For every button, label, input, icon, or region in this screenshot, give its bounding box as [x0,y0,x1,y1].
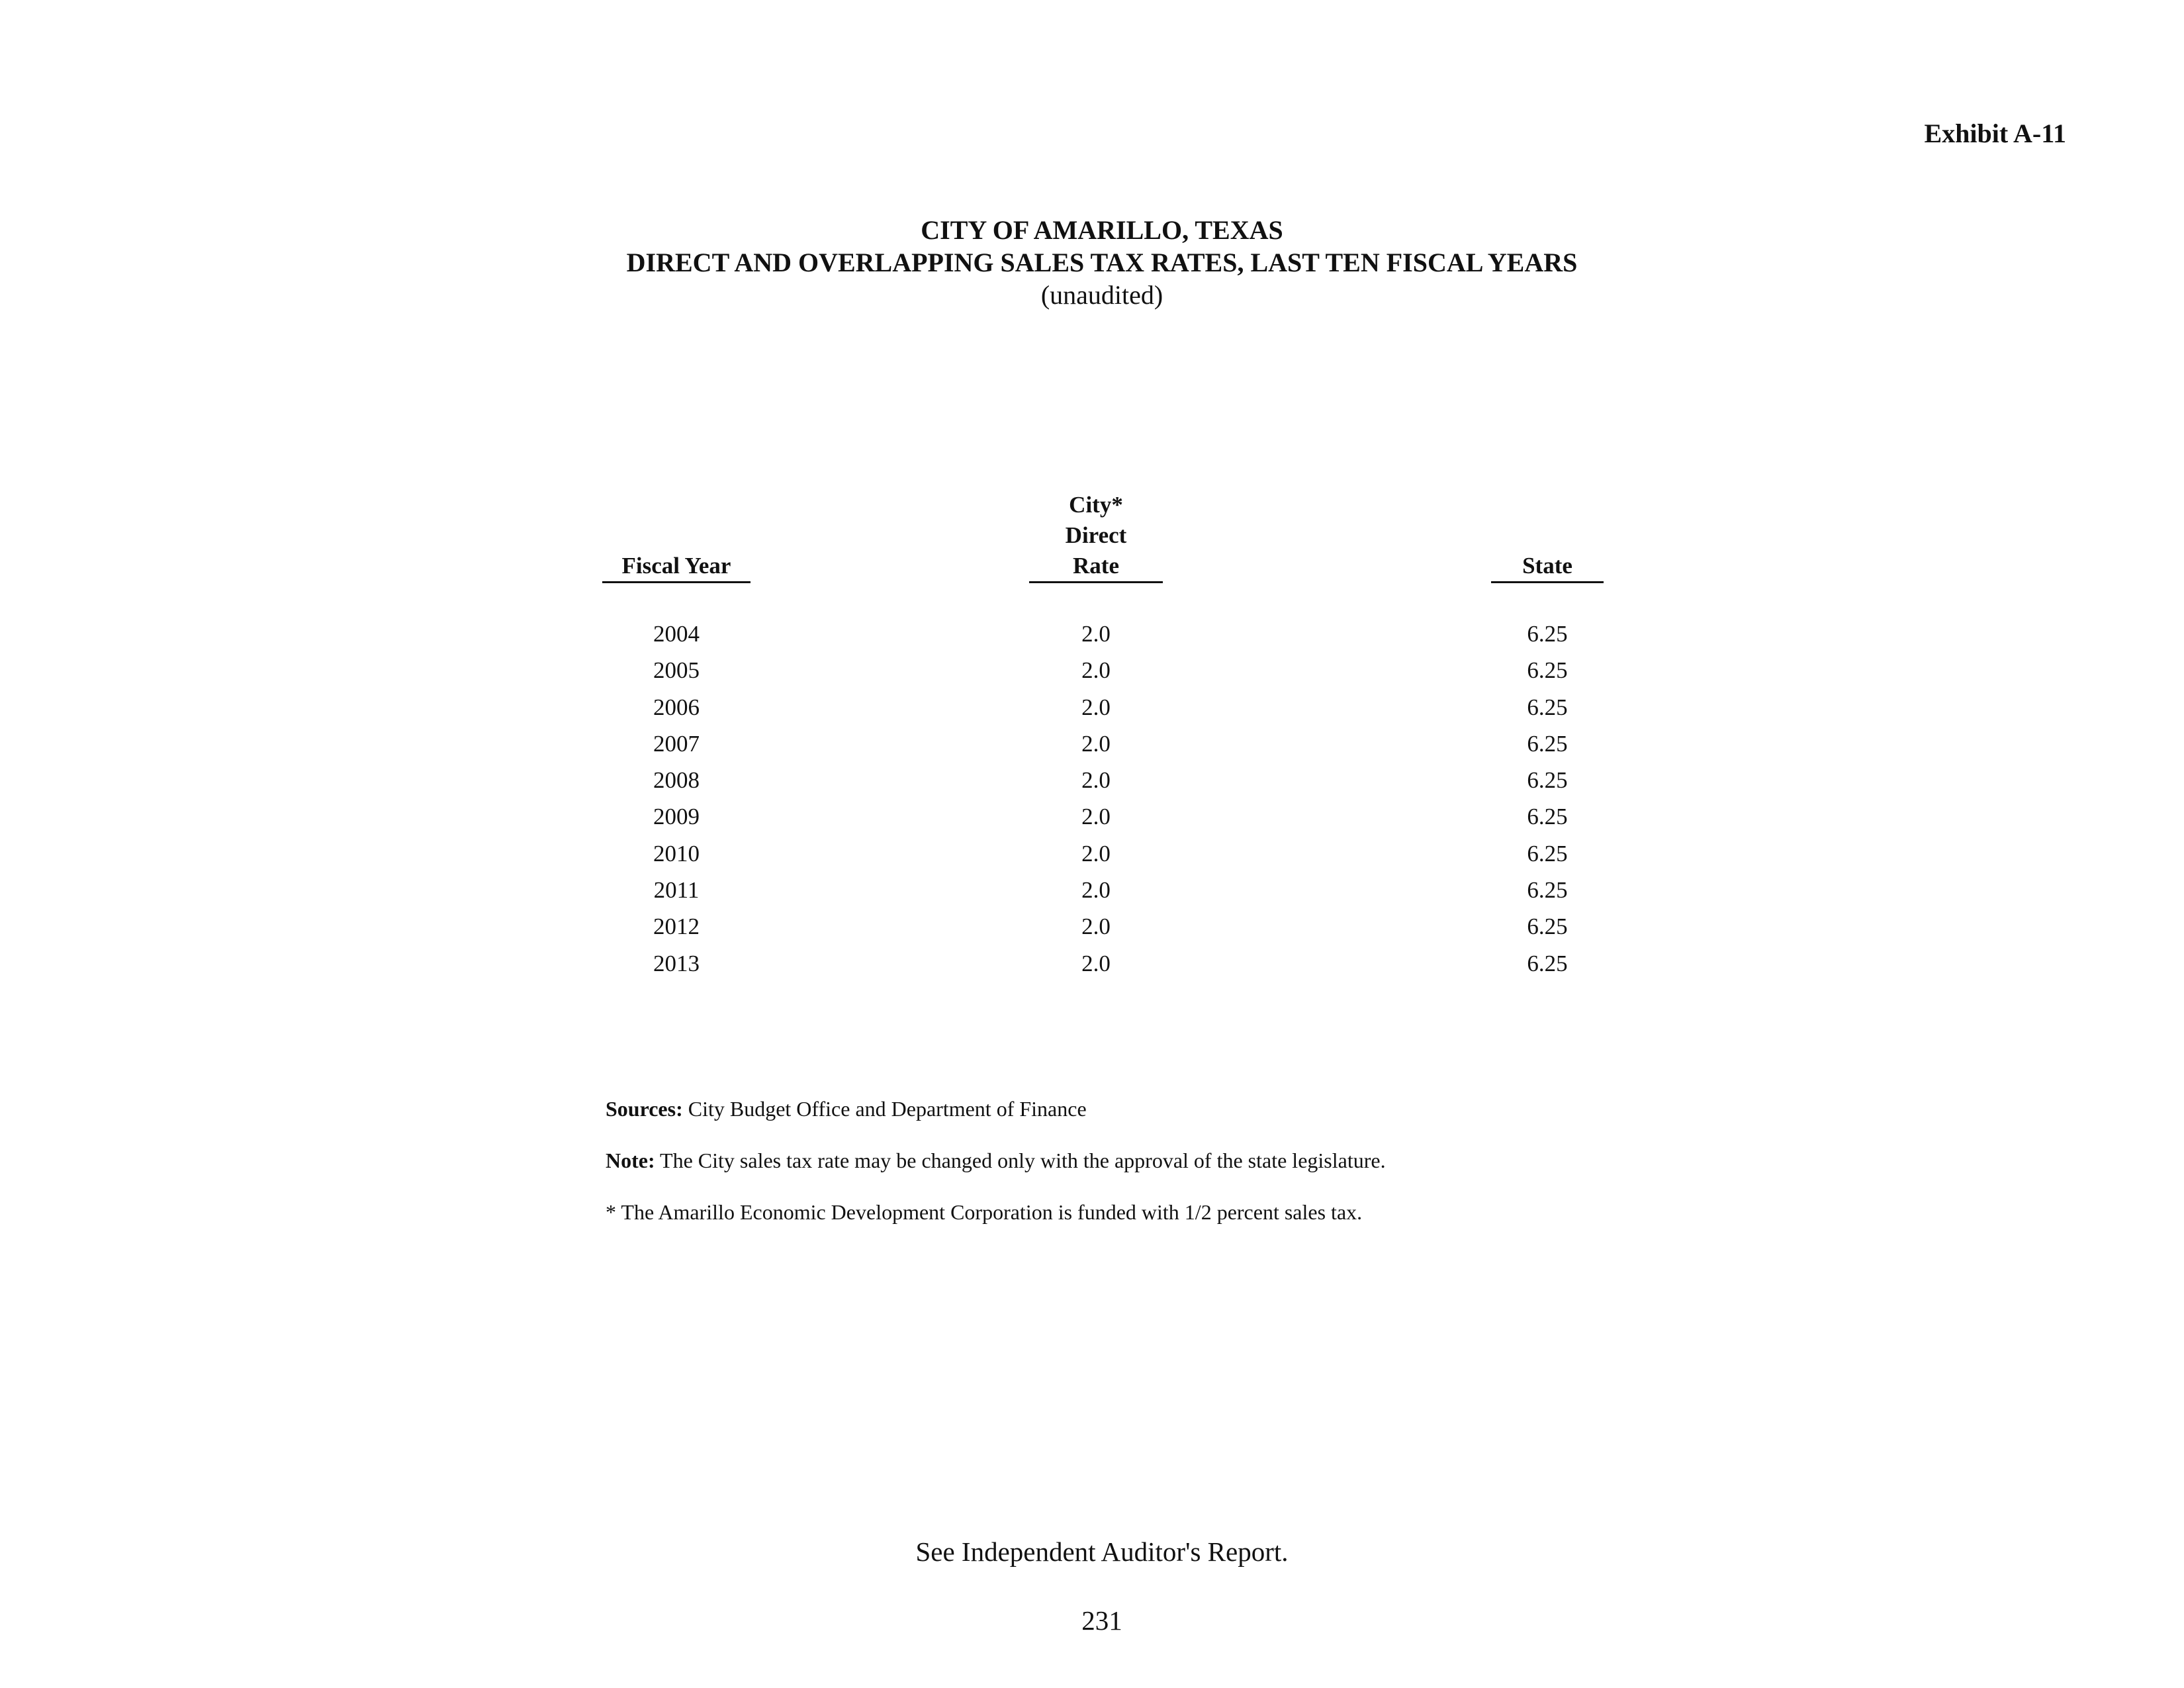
table-row [0,951,2184,987]
fiscal-year-cell: 2010 [653,840,700,867]
city-rate-cell: 2.0 [1081,694,1111,720]
exhibit-label: Exhibit A-11 [1924,118,2066,148]
sources-text: City Budget Office and Department of Finance [688,1097,1087,1121]
city-rate-cell: 2.0 [1081,877,1111,904]
heading-title: DIRECT AND OVERLAPPING SALES TAX RATES, LAST TEN FISCAL YEARS [626,248,1578,277]
fiscal-year-cell: 2013 [653,950,700,976]
state-rate-cell: 6.25 [1527,804,1568,830]
fiscal-year-cell: 2005 [653,657,700,684]
city-rate-cell: 2.0 [1081,840,1111,867]
table-row [0,841,2184,877]
table-row [0,804,2184,840]
fiscal-year-cell: 2009 [653,804,700,830]
state-rate-cell: 6.25 [1527,730,1568,757]
notes-section [606,1097,1386,1252]
table-row [0,731,2184,767]
sources-note [606,1097,1386,1149]
page-number: 231 [1081,1605,1122,1636]
city-header-line3: Rate [1029,551,1163,583]
table-row [0,877,2184,914]
column-header-fiscal-year [602,551,751,583]
column-header-city-direct-rate [1029,490,1163,583]
table-row [0,767,2184,804]
fiscal-year-cell: 2011 [653,877,700,904]
table-row [0,657,2184,694]
fiscal-year-cell: 2008 [653,767,700,794]
footnote: * The Amarillo Economic Development Corporation is funded with 1/2 percent sales tax. [606,1200,1363,1224]
heading-city: CITY OF AMARILLO, TEXAS [921,215,1283,245]
state-rate-cell: 6.25 [1527,877,1568,904]
state-rate-cell: 6.25 [1527,621,1568,647]
fiscal-year-cell: 2012 [653,914,700,940]
city-rate-cell: 2.0 [1081,730,1111,757]
city-rate-cell: 2.0 [1081,914,1111,940]
city-header-line2: Direct [1065,522,1127,548]
tax-rate-table-body [0,621,2184,987]
state-rate-cell: 6.25 [1527,950,1568,976]
table-row [0,621,2184,657]
city-header-line1: City* [1069,492,1123,518]
state-rate-cell: 6.25 [1527,767,1568,794]
table-row [0,914,2184,950]
note-label: Note: [606,1149,655,1172]
fiscal-year-cell: 2007 [653,730,700,757]
city-rate-cell: 2.0 [1081,950,1111,976]
state-rate-cell: 6.25 [1527,914,1568,940]
city-rate-cell: 2.0 [1081,621,1111,647]
sources-label: Sources: [606,1097,683,1121]
state-rate-cell: 6.25 [1527,657,1568,684]
state-rate-cell: 6.25 [1527,840,1568,867]
city-rate-cell: 2.0 [1081,657,1111,684]
report-heading [0,214,2184,311]
city-rate-cell: 2.0 [1081,767,1111,794]
heading-unaudited: (unaudited) [1040,280,1163,310]
fiscal-year-cell: 2006 [653,694,700,720]
city-rate-cell: 2.0 [1081,804,1111,830]
column-header-state [1491,551,1604,583]
fiscal-year-cell: 2004 [653,621,700,647]
state-rate-cell: 6.25 [1527,694,1568,720]
legislature-note [606,1149,1386,1200]
fiscal-year-header-label: Fiscal Year [602,551,751,583]
table-row [0,694,2184,731]
state-header-label: State [1491,551,1604,583]
note-text: The City sales tax rate may be changed only with the approval of the state legislature. [660,1149,1386,1172]
auditor-report-note: See Independent Auditor's Report. [915,1536,1289,1567]
